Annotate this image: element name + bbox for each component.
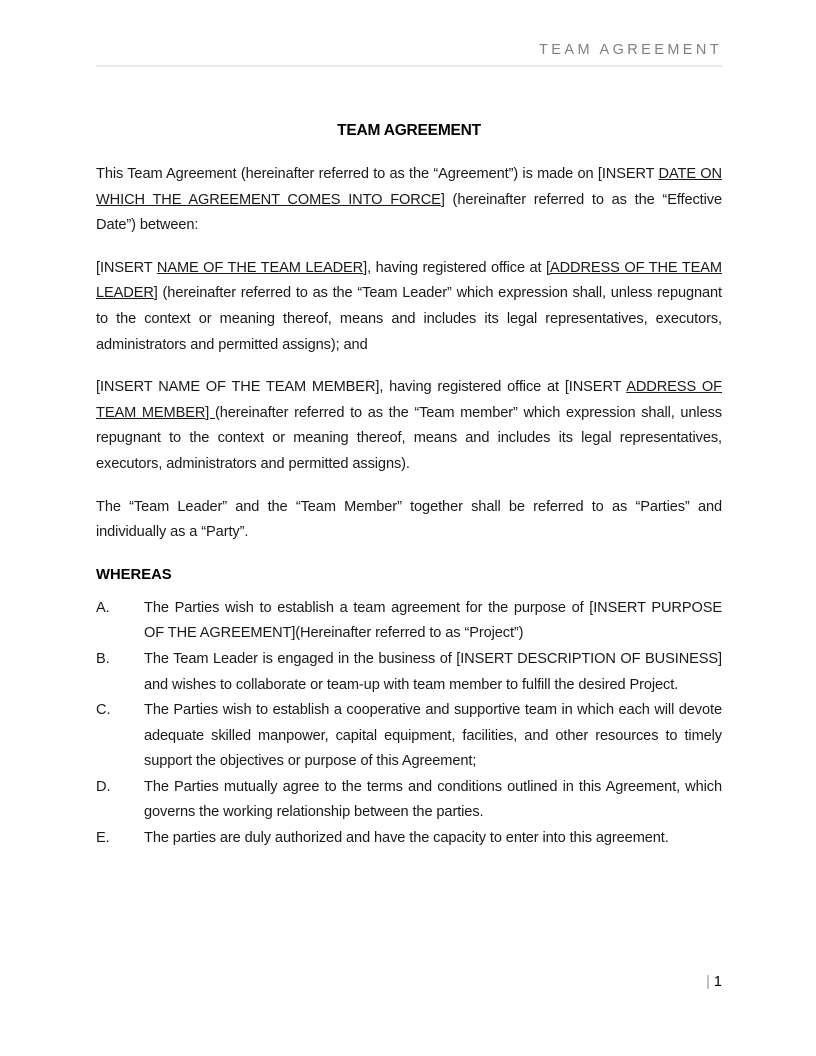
footer-separator: | — [706, 974, 710, 990]
list-item — [96, 698, 722, 775]
para1-segment-3: ] (hereinafter referred to as the “Effective Date”) between: — [96, 191, 722, 234]
paragraph-parties-definition: The “Team Leader” and the “Team Member” together shall be referred to as “Parties” and individually as a “Party”. — [96, 498, 722, 541]
document-footer — [96, 972, 722, 992]
list-item-text: The parties are duly authorized and have the capacity to enter into this agreement. — [144, 830, 669, 847]
list-item-marker: C. — [96, 702, 111, 719]
list-item-text: The Parties wish to establish a cooperative and supportive team in which each will devote adequate skilled manpower, capital equipment, facilities, and other resources to timely support the objectives or purpose of this Agreement; — [144, 702, 722, 770]
para2-segment-5: ] (hereinafter referred to as the “Team Leader” which expression shall, unless repugnant to the context or meaning thereof, means and includes its legal representatives, executors, administrators and permitted assigns); and — [96, 285, 722, 353]
paragraph-agreement-date — [96, 162, 722, 239]
list-item-text: The Team Leader is engaged in the business of [INSERT DESCRIPTION OF BUSINESS] and wishes to collaborate or team-up with team member to fulfill the desired Project. — [144, 650, 722, 693]
list-item-marker: B. — [96, 650, 110, 667]
para2-underlined-leader-address-placeholder: [ADDRESS OF THE TEAM LEADER — [96, 259, 722, 302]
para3-underlined-member-address-placeholder: ADDRESS OF TEAM MEMBER] — [96, 379, 722, 421]
paragraph-team-leader — [96, 256, 722, 358]
recitals-list — [96, 596, 722, 852]
header-divider — [96, 65, 722, 67]
para3-segment-1: [INSERT NAME OF THE TEAM MEMBER], having registered office at [INSERT — [96, 379, 627, 396]
list-item-text: The Parties wish to establish a team agreement for the purpose of [INSERT PURPOSE OF THE AGREEMENT](Hereinafter referred to as “Project”) — [144, 599, 722, 642]
document-body — [96, 120, 722, 852]
para3-segment-3: (hereinafter referred to as the “Team member” which expression shall, unless repugnant to the context or meaning thereof, means and includes its legal representatives, executors, administrators and permitted assigns). — [96, 404, 722, 472]
list-item-marker: A. — [96, 599, 110, 616]
para1-segment-1: This Team Agreement (hereinafter referred to as the “Agreement”) is made on [INSERT — [96, 166, 659, 182]
list-item-text: The Parties mutually agree to the terms and conditions outlined in this Agreement, which governs the working relationship between the parties. — [144, 778, 722, 821]
list-item — [96, 775, 722, 826]
document-header — [96, 40, 722, 67]
list-item-marker: D. — [96, 778, 111, 795]
running-header-title: TEAM AGREEMENT — [539, 42, 722, 58]
list-item — [96, 596, 722, 647]
list-item-marker: E. — [96, 830, 110, 847]
para2-segment-3: ], having registered office at — [363, 259, 546, 276]
paragraph-team-member — [96, 375, 722, 477]
whereas-heading: WHEREAS — [96, 566, 172, 583]
list-item — [96, 647, 722, 698]
para2-underlined-leader-name-placeholder: NAME OF THE TEAM LEADER — [156, 259, 364, 276]
list-item — [96, 826, 722, 852]
document-title: TEAM AGREEMENT — [337, 122, 481, 139]
para1-underlined-date-placeholder: DATE ON WHICH THE AGREEMENT COMES INTO FORCE — [96, 166, 722, 208]
para2-segment-1: [INSERT — [96, 259, 157, 276]
page-number: 1 — [713, 974, 722, 990]
